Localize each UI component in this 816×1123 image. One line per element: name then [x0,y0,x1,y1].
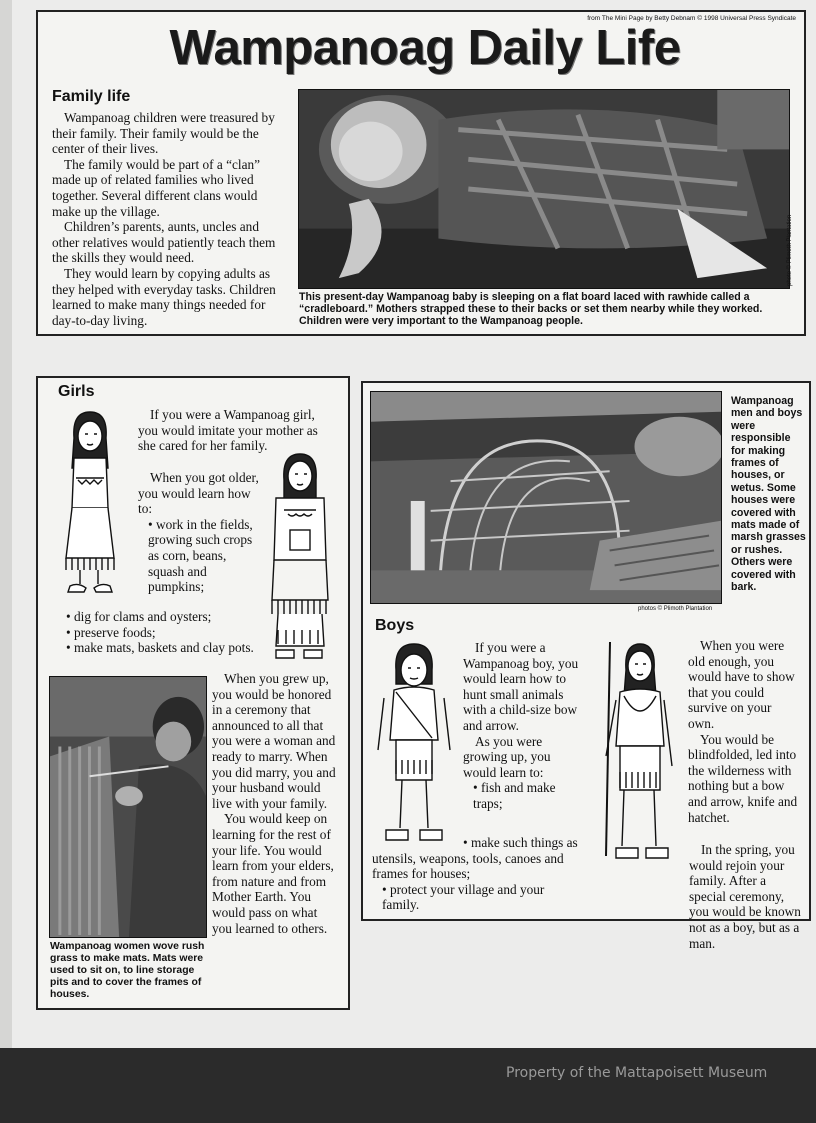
girls-intro-text [138,407,338,454]
girls-grown-paragraph: When you grew up, you would be honored in a ceremony that announced to all that you were a woman and ready to marry. When you did marry, you and your husband would live with your family. [212,671,336,811]
girls-bullets-rest [56,609,264,656]
boys-bullet: • protect your village and your family. [382,881,545,913]
page-title: Wampanoag Daily Life [169,21,681,75]
boy-illustration [372,640,456,846]
boys-bullet: • make such things as utensils, weapons, tools, canoes and frames for houses; [372,835,578,882]
wetu-caption: Wampanoag men and boys were responsible for making frames of houses, or wetus. Some houses were covered with mats made of marsh grasses or rushes. Others were covered with bark. [731,395,806,594]
wetu-frame-photo [370,391,722,604]
boys-intro-paragraph: If you were a Wampanoag boy, you would learn how to hunt small animals with a child-size bow and arrow. [463,640,579,733]
family-paragraph: Children’s parents, aunts, uncles and other relatives would patiently teach them the skills they would need. [52,219,276,266]
girls-grown-paragraph: You would keep on learning for the rest of your life. You would learn from your elders, from nature and from Mother Earth. You would pass on what you learned to others. [212,811,334,936]
older-girl-illustration [262,450,338,664]
boys-spring-text [593,842,803,951]
girls-intro-paragraph: If you were a Wampanoag girl, you would imitate your mother as she cared for her family. [138,407,318,454]
family-life-text [52,110,284,328]
girls-learn-text [138,470,260,595]
mat-weaving-caption: Wampanoag women wove rush grass to make mats. Mats were used to sit on, to line storage pits and to cover the frames of houses. [50,941,205,1000]
boys-survival-paragraph: When you were old enough, you would have to show that you could survive on your own. [688,638,795,731]
girls-bullet: • work in the fields, growing such crops as corn, beans, squash and pumpkins; [148,516,253,595]
girls-intro-paragraph: When you got older, you would learn how to: [138,470,259,517]
boys-bullets-rest [372,835,584,913]
boys-survival-text [688,638,800,825]
boys-survival-paragraph: In the spring, you would rejoin your family. After a special ceremony, you would be known not as a boy, but as a man. [689,842,801,951]
girl-illustration [52,408,128,596]
boys-survival-paragraph: You would be blindfolded, led into the wilderness with nothing but a bow and arrow, knife and hatchet. [688,731,798,825]
cradleboard-photo-credit: photo © Plimoth Plantation [787,214,793,286]
source-credit: from The Mini Page by Betty Debnam © 1998 Universal Press Syndicate [587,15,796,22]
family-paragraph: They would learn by copying adults as they helped with everyday tasks. Children learned to make many things needed for day-to-day living. [52,265,276,328]
girls-bullet: • make mats, baskets and clay pots. [66,640,254,656]
scan-background [0,1048,816,1123]
boys-intro-paragraph: As you were growing up, you would learn to: [463,733,551,780]
girls-grown-text [212,671,340,936]
boys-intro-text [463,640,581,812]
boys-bullet: • fish and make traps; [473,780,556,811]
wetu-photo-credit: photos © Plimoth Plantation [638,606,713,612]
boys-heading: Boys [375,617,415,634]
family-paragraph: Wampanoag children were treasured by their family. Their family would be the center of their lives. [52,110,275,157]
girls-bullet: • dig for clams and oysters; [66,609,212,624]
girls-heading: Girls [58,383,95,400]
museum-watermark: Property of the Mattapoisett Museum [506,1065,768,1081]
young-man-illustration [590,636,684,862]
cradleboard-caption: This present-day Wampanoag baby is sleeping on a flat board laced with rawhide called a “cradleboard.” Mothers strapped these to their backs or set them nearby while they worked. Children were very important to the Wampanoag people. [299,291,763,328]
family-paragraph: The family would be part of a “clan” made up of related families who lived together. Several different clans would make up the village. [52,156,261,219]
page-edge-shadow [0,0,12,1048]
girls-bullet: • preserve foods; [66,624,156,640]
mat-weaving-photo [49,676,207,938]
family-life-heading: Family life [52,88,131,105]
baby-cradleboard-photo [298,89,790,289]
